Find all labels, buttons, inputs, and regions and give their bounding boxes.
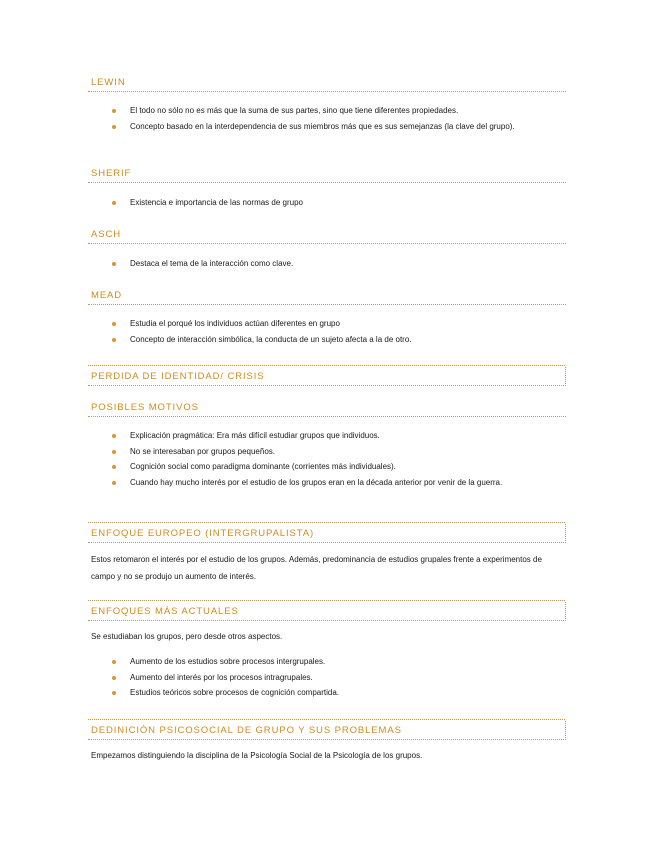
section-heading-asch: ASCH [88,229,566,244]
bullet-list-enfoques-actuales [88,654,566,701]
list-item: Aumento del interés por los procesos intragrupales. [88,670,566,686]
list-item: Explicación pragmática: Era más difícil estudiar grupos que individuos. [88,428,566,444]
bullet-list-sherif [88,195,566,211]
list-item: Cuando hay mucho interés por el estudio de los grupos eran en la década anterior por venir de la guerra. [88,475,566,491]
list-item: Aumento de los estudios sobre procesos intergrupales. [88,654,566,670]
list-item: Existencia e importancia de las normas de grupo [88,195,566,211]
list-item: No se interesaban por grupos pequeños. [88,444,566,460]
section-heading-posibles-motivos: POSIBLES MOTIVOS [88,402,566,417]
paragraph-enfoque-europeo: Estos retomaron el interés por el estudio de los grupos. Además, predominancia de estudios grupales frente a experimentos de campo y no se produjo un aumento de interés. [91,555,542,581]
section-heading-definicion: DEDINICIÓN PSICOSOCIAL DE GRUPO Y SUS PROBLEMAS [88,721,566,740]
list-item: Estudia el porqué los individuos actúan diferentes en grupo [88,316,566,332]
bullet-list-lewin [88,103,566,134]
list-item: El todo no sólo no es más que la suma de sus partes, sino que tiene diferentes propiedades. [88,103,566,119]
section-heading-lewin: LEWIN [88,77,566,92]
section-heading-perdida: PERDIDA DE IDENTIDAD/ CRISIS [88,367,566,386]
section-heading-enfoques-actuales: ENFOQUES MÁS ACTUALES [88,602,566,621]
paragraph-definicion: Empezamos distinguiendo la disciplina de la Psicología Social de la Psicología de los grupos. [91,751,423,760]
list-item: Estudios teóricos sobre procesos de cognición compartida. [88,685,566,701]
list-item: Concepto basado en la interdependencia de sus miembros más que es sus semejanzas (la clave del grupo). [88,119,566,135]
bullet-list-posibles-motivos [88,428,566,490]
section-heading-mead: MEAD [88,290,566,305]
paragraph-enfoques-actuales: Se estudiaban los grupos, pero desde otros aspectos. [91,632,283,641]
bullet-list-mead [88,316,566,347]
list-item: Cognición social como paradigma dominante (corrientes más individuales). [88,459,566,475]
list-item: Concepto de interacción simbólica, la conducta de un sujeto afecta a la de otro. [88,332,566,348]
bullet-list-asch [88,256,566,272]
section-heading-enfoque-europeo: ENFOQUE EUROPEO (INTERGRUPALISTA) [88,524,566,543]
section-heading-sherif: SHERIF [88,168,566,183]
list-item: Destaca el tema de la interacción como clave. [88,256,566,272]
